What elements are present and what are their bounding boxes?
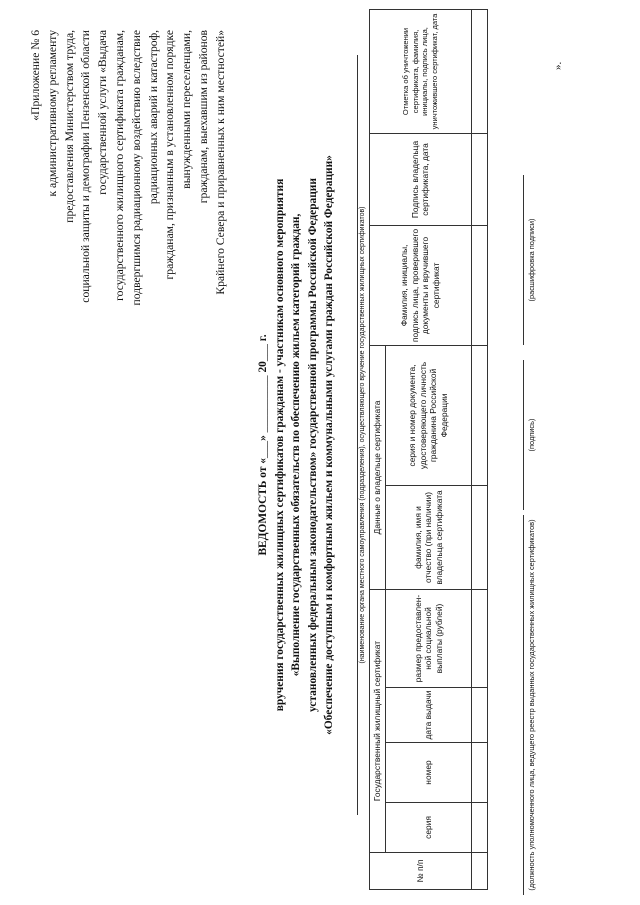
- title-line: «Выполнение государственных обязательств по обеспечению жильем категорий граждан,: [290, 213, 302, 677]
- title-line: установленных федеральным законодательством» государственной программы Российской Федерации: [306, 178, 319, 712]
- date-day-blank: ___: [257, 440, 269, 458]
- closing-quote: ».: [552, 61, 564, 70]
- table-cell[interactable]: [471, 590, 487, 688]
- appendix-line: радиационных аварий и катастроф,: [146, 30, 160, 205]
- table-cell[interactable]: [471, 743, 487, 803]
- table-row: [471, 9, 487, 889]
- org-caption: (наименование органа местного самоуправления (подразделения), осуществляющего вручение государственных жилищных сертификатов): [359, 206, 366, 664]
- appendix-line: предоставления Министерством труда,: [62, 30, 76, 223]
- appendix-line: вынужденными переселенцами,: [180, 30, 194, 189]
- appendix-line: Крайнего Севера и приравненных к ним местностей»: [213, 30, 227, 295]
- appendix-block: [28, 30, 230, 390]
- appendix-line: гражданам, признанным в установленном порядке: [163, 30, 177, 280]
- header-destroy-mark: Отметка об уничтожении сертификата, фамилия, инициалы, подпись лица, уничтожившего сертификат, дата: [370, 9, 472, 133]
- header-number: номер: [386, 743, 472, 803]
- header-doc: серия и номер документа, удостоверяющего личность гражданина Российской Федерации: [386, 345, 472, 485]
- table-cell[interactable]: [471, 688, 487, 743]
- table-cell[interactable]: [471, 803, 487, 853]
- org-name-line: [357, 55, 358, 815]
- header-series: серия: [386, 803, 472, 853]
- title-line: вручения государственных жилищных сертификатов гражданам - участникам основного мероприятия: [273, 178, 286, 712]
- appendix-line: подвергшимся радиационному воздействию вследствие: [129, 30, 143, 306]
- document-title: [255, 5, 338, 885]
- table-cell[interactable]: [471, 9, 487, 133]
- register-table: [369, 9, 488, 890]
- title-heading: ВЕДОМОСТЬ: [257, 480, 269, 556]
- header-owner-sign: Подпись владельца сертификата, дата: [370, 133, 472, 225]
- header-fio: фамилия, имя и отчество (при наличии) владельца сертификата: [386, 486, 472, 590]
- date-mid: »: [257, 435, 269, 441]
- table-cell[interactable]: [471, 486, 487, 590]
- header-owner-group: Данные о владельце сертификата: [370, 345, 386, 589]
- header-cert-group: Государственный жилищный сертификат: [370, 590, 386, 853]
- header-num: № п/п: [370, 853, 472, 890]
- signature-position-caption: (должность уполномоченного лица, ведущего реестр выданных государственных жилищных сертификатов): [523, 515, 536, 895]
- date-year-blank: ___: [257, 344, 269, 362]
- header-date: дата выдачи: [386, 688, 472, 743]
- appendix-line: государственной услуги «Выдача: [96, 30, 110, 195]
- appendix-line: социальной защиты и демографии Пензенской области: [79, 30, 93, 303]
- appendix-line: «Приложение № 6: [29, 30, 42, 121]
- date-year-prefix: 20: [257, 361, 269, 373]
- table-cell[interactable]: [471, 225, 487, 345]
- table-cell[interactable]: [471, 133, 487, 225]
- title-line: «Обеспечение доступным и комфортным жильем и коммунальными услугами граждан Российской Федерации»: [323, 155, 335, 735]
- header-issuer: Фамилия, инициалы, подпись лица, проверившего документы и вручившего сертификат: [370, 225, 472, 345]
- signature-decoding-caption: (расшифровка подписи): [523, 175, 536, 345]
- title-heading-line: [255, 5, 272, 885]
- table-cell[interactable]: [471, 853, 487, 890]
- appendix-line: гражданам, выехавшим из районов: [196, 30, 210, 204]
- header-amount: размер предоставлен-ной социальной выплаты (рублей): [386, 590, 472, 688]
- table-cell[interactable]: [471, 345, 487, 485]
- appendix-line: к административному регламенту: [45, 30, 59, 197]
- appendix-line: государственного жилищного сертификата гражданам,: [112, 30, 126, 301]
- signature-caption: (подпись): [523, 360, 536, 510]
- date-month-blank: __________: [257, 375, 269, 433]
- date-suffix: г.: [257, 334, 269, 342]
- date-prefix: от «: [257, 458, 269, 478]
